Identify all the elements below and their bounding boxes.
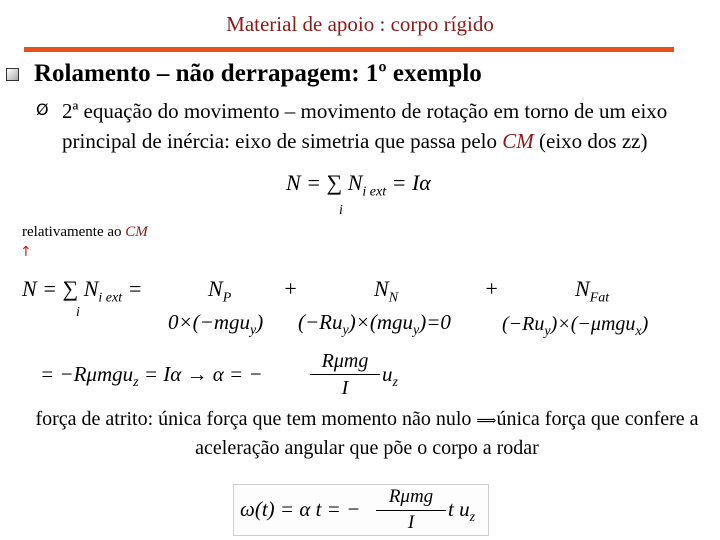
- eq2-plus-2: +: [484, 276, 499, 301]
- square-bullet-icon: [6, 68, 19, 81]
- eq4-numerator: Rμmg: [388, 486, 434, 507]
- section-heading: Rolamento – não derrapagem: 1º exemplo: [34, 60, 482, 87]
- eq2-plus-1: +: [283, 276, 298, 301]
- up-arrow-icon: ↑: [20, 244, 32, 260]
- eq2-eq: =: [127, 276, 143, 301]
- slide-title: Material de apoio : corpo rígido: [226, 12, 494, 36]
- eq2-term2-bottom: $(-Ru_y)\times(mgu_y)=0$: [298, 310, 451, 339]
- eq2-term3-bottom: $(-Ru_y)\times(-\mu mgu_x)$: [502, 313, 649, 339]
- eq2-term1-top: $N_P$: [208, 276, 232, 306]
- eq2-lhs: N = ∑ N: [22, 276, 99, 301]
- eq4-denominator: I: [407, 512, 415, 533]
- implies-icon: ⟹: [476, 414, 497, 429]
- paragraph: [62, 96, 712, 156]
- paragraph-cm: CM: [502, 129, 534, 153]
- eq3-unit-vector: $u_z$: [382, 362, 398, 391]
- eq3-fraction-bar: [310, 374, 380, 375]
- eq2-index: i: [76, 305, 80, 320]
- relative-label: [22, 224, 148, 241]
- eq3-numerator: Rμmg: [321, 350, 369, 372]
- relative-text: relativamente ao: [22, 224, 126, 240]
- eq2-lhs-sub: i ext: [98, 290, 123, 306]
- eq4-tail: t $u_z$: [448, 497, 476, 526]
- eq1-sub: i ext: [362, 184, 387, 200]
- eq4-lhs: ω(t) = α t = −: [240, 497, 361, 521]
- eq1-lhs: N = ∑: [286, 170, 343, 195]
- eq1-rhs: = Iα: [391, 170, 431, 195]
- conclusion-text: força de atrito: única força que tem momento não nulo ⟹única força que confere a aceleração angular que põe o corpo a rodar: [35, 408, 699, 459]
- eq2-term1-bottom: 0×(−mgu$_y$): [168, 310, 264, 339]
- equation-1: [286, 170, 431, 200]
- equation-3-left: = −Rμmgu$_z$ = Iα → α = −: [40, 362, 263, 391]
- eq1-index: i: [339, 203, 343, 218]
- eq2-term3-top: $N_{Fat}$: [575, 276, 610, 306]
- paragraph-text-b: (eixo dos zz): [533, 129, 648, 153]
- eq1-sum-term: N: [347, 170, 363, 195]
- title-underline: [24, 47, 674, 52]
- paragraph-text-a: 2ª equação do movimento – movimento de rotação em torno de um eixo principal de inércia: eixo de simetria que passa pelo: [62, 99, 668, 153]
- eq2-term2-top: $N_N$: [374, 276, 399, 306]
- relative-cm: CM: [125, 224, 148, 240]
- equation-2-lhs: [22, 276, 142, 306]
- eq3-denominator: I: [341, 377, 349, 399]
- eq4-fraction-bar: [376, 510, 446, 511]
- arrow-bullet-icon: Ø: [36, 100, 49, 119]
